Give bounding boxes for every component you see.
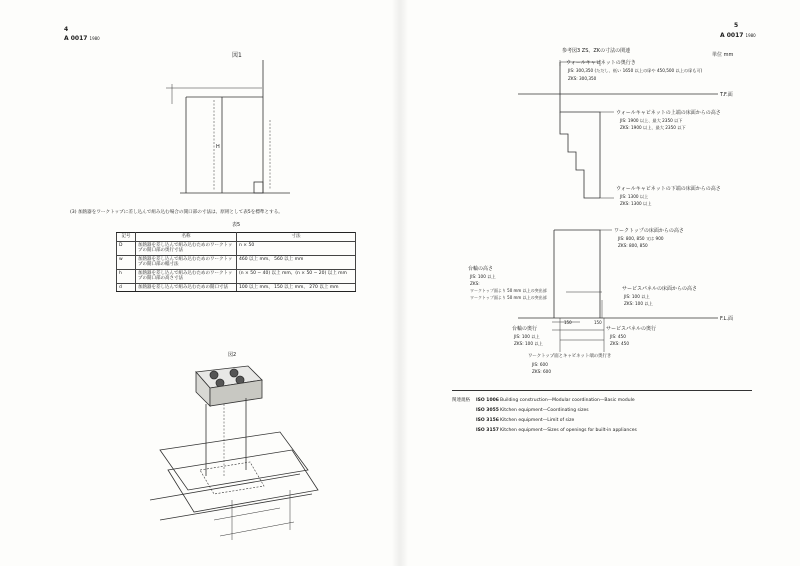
list-item [452,426,752,436]
label-plinth-height: 台輪の高さ [468,266,494,272]
table-cell: (n × 50 − 40) 以上 mm、(n × 50 − 20) 以上 mm [237,269,356,283]
reference-code: ISO 1006 [476,398,499,403]
label-wall-cabinet-top-zs: ZKS: 1900 以上、最大 2350 以下 [620,125,686,130]
reference-title: Kitchen equipment—Sizes of openings for built-in appliances [500,428,637,433]
label-worktop-to-wall-jis: JIS: 600 [532,362,548,367]
reference-title: Kitchen equipment—Coordinating sizes [500,408,589,413]
table-cell: d [117,283,136,292]
table-cell: 加熱器を差し込んで組み込むためのワークトップの開口部の幅寸法 [136,255,237,269]
label-wall-cabinet-depth-note: JIS: 300,350 (ただし、低い 1650 以上の扉や 450,500 以上の扉も可) [568,68,703,73]
opening-note: (3) 加熱器をワークトップに差し込んで組み込む場合の開口部の寸法は、原則として表5を標準とする。 [70,210,283,215]
label-plinth-depth-jis: JIS: 100 以上 [514,334,540,339]
label-dim-150-left: 150 [564,320,572,325]
figure1-label: 図1 [232,52,242,59]
table-cell: n × 50 [237,241,356,255]
label-service-panel-height: サービスパネルの床面からの高さ [622,286,698,292]
left-doc-code: A 0017 1980 [64,35,100,42]
figure1-dim-label: H [216,144,220,150]
label-service-panel-depth: サービスパネルの奥行 [606,326,657,332]
table-cell: 加熱器を差し込んで組み込むための開口寸法 [136,283,237,292]
label-wall-cabinet-top-height: ウォールキャビネットの上端の床面からの高さ [616,110,721,116]
table-cell: 460 以上 mm、 560 以上 mm [237,255,356,269]
label-service-panel-depth-jis: JIS: 450 [610,334,626,339]
right-doc-code: A 0017 1980 [720,32,756,39]
label-wall-cabinet-bottom-zs: ZKS: 1300 以上 [620,201,652,206]
list-item [452,416,752,426]
right-page-number: 5 [734,22,739,29]
label-wall-cabinet-bottom-height: ウォールキャビネットの下端の床面からの高さ [616,186,721,192]
table5-header: 名称 [136,233,237,242]
label-plinth-note2: ワークトップ面より 50 mm 以上の突出部 [470,295,547,300]
label-tf-line: T.F.面 [720,92,733,98]
list-item [452,406,752,416]
reference-title: Kitchen equipment—Limit of size [500,418,575,423]
table5-header: 寸法 [237,233,356,242]
table-cell: 100 以上 mm、 150 以上 mm、 270 以上 mm [237,283,356,292]
label-plinth-jis: JIS: 100 以上 [470,274,496,279]
list-item [452,396,752,406]
label-worktop-jis: JIS: 800, 850 又は 900 [618,236,664,241]
label-service-panel-zs: ZKS: 100 以上 [624,301,653,306]
table5-header: 記号 [117,233,136,242]
label-worktop-height: ワークトップの床面からの高さ [614,228,684,234]
label-dim-150-right: 150 [594,320,602,325]
figure3-title: 参考図3 ZS、ZKの寸法の関連 [562,48,631,54]
table-cell: 加熱器を差し込んで組み込むためのワークトップの開口部の高さ寸法 [136,269,237,283]
figure2-label: 図2 [228,352,237,358]
table5-caption: 表5 [232,222,241,228]
label-wall-cabinet-bottom-jis: JIS: 1300 以上 [620,194,649,199]
label-floor-line: F.L.面 [720,316,734,322]
reference-code: ISO 3157 [476,428,499,433]
label-worktop-zs: ZKS: 800, 850 [618,243,648,248]
table-cell: h [117,269,136,283]
label-wall-cabinet-depth: ウォールキャビネットの奥行き [566,60,636,66]
label-worktop-to-wall-depth: ワークトップ面とキャビネット端の奥行き [528,354,612,359]
left-page-number: 4 [64,26,69,33]
figure3-unit: 単位 mm [712,52,734,58]
label-wall-cabinet-depth-zs: ZKS: 300,350 [568,76,597,81]
table-cell: D [117,241,136,255]
references-heading: 関連規格 [452,398,470,403]
related-standards [452,396,752,436]
label-service-panel-jis: JIS: 100 以上 [624,294,650,299]
table-cell: w [117,255,136,269]
label-plinth-zs: ZKS: [470,281,480,286]
reference-code: ISO 3055 [476,408,499,413]
reference-code: ISO 3156 [476,418,499,423]
label-plinth-note1: ワークトップ面より 50 mm 以上の突出部 [470,288,547,293]
label-plinth-depth-zs: ZKS: 100 以上 [514,341,543,346]
label-service-panel-depth-zs: ZKS: 450 [610,341,630,346]
label-worktop-to-wall-zs: ZKS: 600 [532,369,552,374]
references-rule [452,390,752,391]
label-plinth-depth: 台輪の奥行 [512,326,538,332]
label-wall-cabinet-top-jis: JIS: 1900 以上、最大 2350 以下 [620,118,683,123]
reference-title: Building construction—Modular coordination—Basic module [500,398,635,403]
table-cell: 加熱器を差し込んで組み込むためのワークトップの開口部の奥行寸法 [136,241,237,255]
